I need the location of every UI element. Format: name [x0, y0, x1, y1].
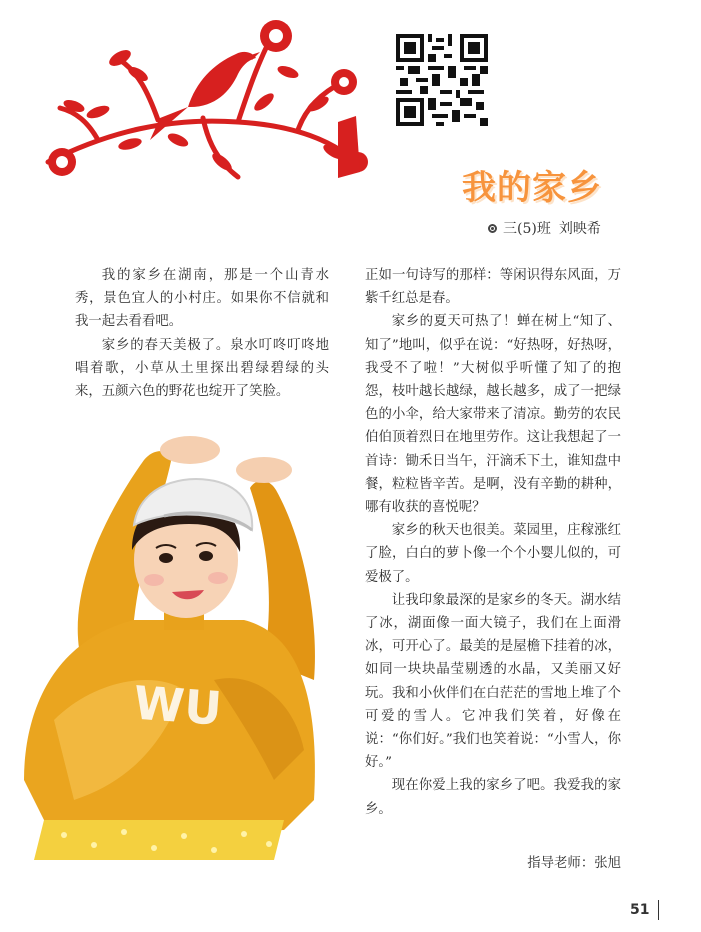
- paragraph: 家乡的秋天也很美。菜园里，庄稼涨红了脸，白白的萝卜像一个个小婴儿似的，可爱极了。: [365, 523, 621, 585]
- page-number: 51: [630, 902, 650, 918]
- papercut-bird-decoration: [38, 12, 368, 192]
- paragraph: 家乡的夏天可热了！蝉在树上“知了、知了”地叫，似乎在说：“好热呀，好热呀，我受不了啦！”大树似乎听懂了知了的抱怨，枝叶越长越绿，越长越多，成了一把绿色的小伞，给大家带来了清凉。勤劳的农民伯伯顶着烈日在地里劳作。这让我想起了一首诗：锄禾日当午，汗滴禾下土，谁知盘中餐，粒粒皆辛苦。是啊，没有辛勤的耕种，哪有收获的喜悦呢？: [365, 314, 621, 516]
- right-column: [365, 264, 621, 821]
- paragraph: 正如一句诗写的那样：等闲识得东风面，万紫千红总是春。: [365, 268, 621, 307]
- paragraph: 我的家乡在湖南，那是一个山青水秀，景色宜人的小村庄。如果你不信就和我一起去看看吧。: [75, 268, 329, 330]
- author-byline: [488, 218, 601, 238]
- class-label: 三(5)班: [503, 221, 551, 237]
- shirt-text: WU: [131, 675, 224, 736]
- paragraph: 家乡的春天美极了。泉水叮咚叮咚地唱着歌，小草从土里探出碧绿碧绿的头来，五颜六色的野花也绽开了笑脸。: [75, 337, 329, 400]
- girl-photo: [14, 420, 334, 860]
- author-name: 刘映希: [558, 221, 601, 237]
- sequin-skirt: [34, 820, 284, 860]
- paragraph: 现在你爱上我的家乡了吧。我爱我的家乡。: [365, 778, 621, 817]
- bullet-icon: [488, 224, 497, 233]
- article-title: 我的家乡: [462, 168, 602, 208]
- teacher-credit: 指导老师：张旭: [527, 856, 621, 871]
- page-number-divider: [658, 900, 659, 920]
- left-column: [75, 264, 329, 403]
- qr-code: [396, 34, 488, 126]
- paragraph: 让我印象最深的是家乡的冬天。湖水结了冰，湖面像一面大镜子，我们在上面滑冰，可开心了。最美的是屋檐下挂着的冰，如同一块块晶莹剔透的水晶，又美丽又好玩。我和小伙伴们在白茫茫的雪地上堆了个可爱的雪人。它冲我们笑着，好像在说：“你们好。”我们也笑着说：“小雪人，你好。”: [365, 592, 621, 771]
